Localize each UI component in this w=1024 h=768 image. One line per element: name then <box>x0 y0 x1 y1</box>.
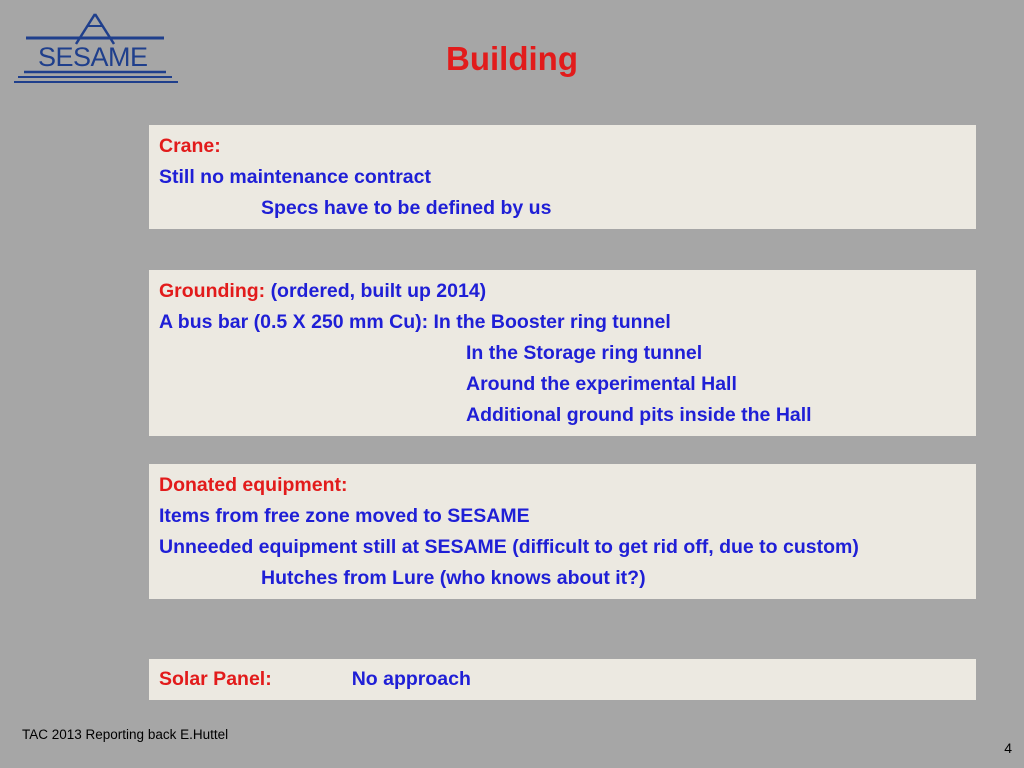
solar-status: No approach <box>351 668 471 690</box>
grounding-line-4: Additional ground pits inside the Hall <box>466 404 812 426</box>
donated-equipment-box <box>149 464 976 599</box>
grounding-line-2: In the Storage ring tunnel <box>466 342 703 364</box>
crane-line-1: Still no maintenance contract <box>159 166 431 188</box>
grounding-heading: Grounding: <box>159 280 266 302</box>
solar-panel-box <box>149 659 976 700</box>
grounding-box <box>149 270 976 436</box>
grounding-header-line <box>159 276 966 307</box>
crane-line-2: Specs have to be defined by us <box>261 197 552 219</box>
donated-line-2: Unneeded equipment still at SESAME (difficult to get rid off, due to custom) <box>159 536 859 558</box>
crane-heading: Crane: <box>159 135 221 157</box>
donated-line-1: Items from free zone moved to SESAME <box>159 505 530 527</box>
solar-heading: Solar Panel: <box>159 668 272 690</box>
grounding-line-1: A bus bar (0.5 X 250 mm Cu): In the Booster ring tunnel <box>159 311 671 333</box>
grounding-note: (ordered, built up 2014) <box>270 280 487 302</box>
donated-heading: Donated equipment: <box>159 474 348 496</box>
donated-line-3: Hutches from Lure (who knows about it?) <box>261 567 646 589</box>
crane-box <box>149 125 976 229</box>
page-number: 4 <box>1004 740 1012 756</box>
slide-footer: TAC 2013 Reporting back E.Huttel <box>22 727 229 742</box>
logo-text: SESAME <box>38 42 148 72</box>
slide-title: Building <box>446 40 578 77</box>
solar-line <box>159 664 966 695</box>
grounding-line-3: Around the experimental Hall <box>466 373 737 395</box>
